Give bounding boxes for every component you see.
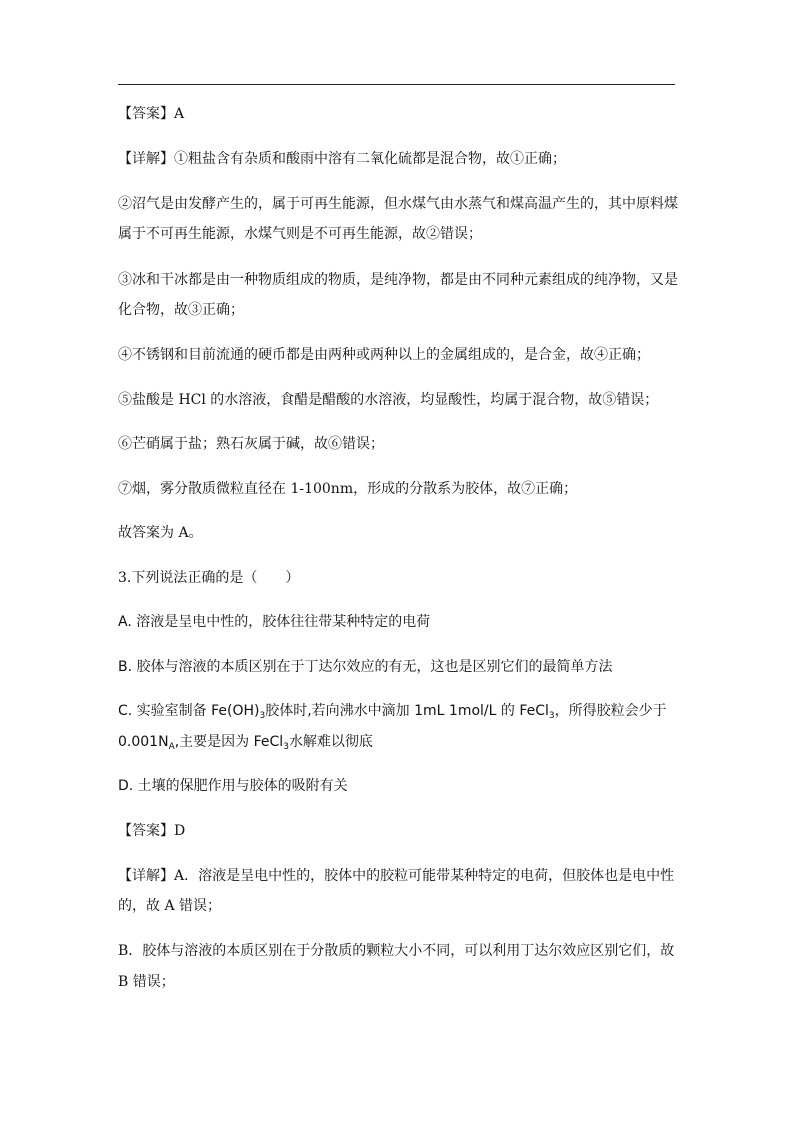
detail2-line-4: B 错误； (118, 974, 175, 990)
answer-line-2 (118, 817, 678, 845)
answer-value: A (174, 106, 185, 122)
header-rule (118, 84, 675, 85)
detail-line-4: ③冰和干冰都是由一种物质组成的物质，是纯净物，都是由不同种元素组成的纯净物，又是 (118, 272, 678, 288)
detail-line-10: 故答案为 A。 (118, 525, 203, 541)
detail2-line-1: 【详解】A．溶液是呈电中性的，胶体中的胶粒可能带某种特定的电荷，但胶体也是电中性 (118, 868, 675, 884)
detail-line-1: 【详解】①粗盐含有杂质和酸雨中溶有二氧化硫都是混合物，故①正确； (118, 151, 566, 167)
detail-line-8: ⑥芒硝属于盐；熟石灰属于碱，故⑥错误； (118, 436, 384, 452)
detail2-line-3: B．胶体与溶液的本质区别在于分散质的颗粒大小不同，可以利用丁达尔效应区别它们，故 (118, 943, 675, 959)
detail-label: 【详解】 (118, 151, 174, 167)
option-c-line-2: $0.001N_A$,主要是因为 FeCl$_3$水解难以彻底 (118, 734, 373, 752)
detail-line-6: ④不锈钢和目前流通的硬币都是由两种或两种以上的金属组成的，是合金，故④正确； (118, 347, 650, 363)
question-stem: 3.下列说法正确的是（ ） (118, 570, 300, 586)
detail2-line-2: 的，故 A 错误； (118, 898, 222, 914)
option-c-line-1: C. 实验室制备 $Fe(OH)_3$胶体时,若向沸水中滴加 1mL 1mol/L 的 FeCl$_3$，所得胶粒会少于 (118, 703, 667, 721)
answer-label: 【答案】 (118, 106, 174, 122)
option-d: D. 土壤的保肥作用与胶体的吸附有关 (118, 778, 348, 794)
detail-line-9: ⑦烟，雾分散质微粒直径在 1-100nm，形成的分散系为胶体，故⑦正确； (118, 481, 578, 497)
answer-value: D (174, 823, 186, 839)
detail-label: 【详解】 (118, 868, 174, 884)
answer-line-1 (118, 100, 678, 128)
detail-line-3: 属于不可再生能源，水煤气则是不可再生能源，故②错误； (118, 226, 482, 242)
detail-line-5: 化合物，故③正确； (118, 302, 244, 318)
option-a: A. 溶液是呈电中性的，胶体往往带某种特定的电荷 (118, 614, 431, 630)
detail-line-2: ②沼气是由发酵产生的，属于可再生能源，但水煤气由水蒸气和煤高温产生的，其中原料煤 (118, 196, 678, 212)
detail-line-7: ⑤盐酸是 HCl 的水溶液，食醋是醋酸的水溶液，均显酸性，均属于混合物，故⑤错误； (118, 392, 659, 408)
answer-label: 【答案】 (118, 823, 174, 839)
option-b: B. 胶体与溶液的本质区别在于丁达尔效应的有无，这也是区别它们的最简单方法 (118, 659, 613, 675)
